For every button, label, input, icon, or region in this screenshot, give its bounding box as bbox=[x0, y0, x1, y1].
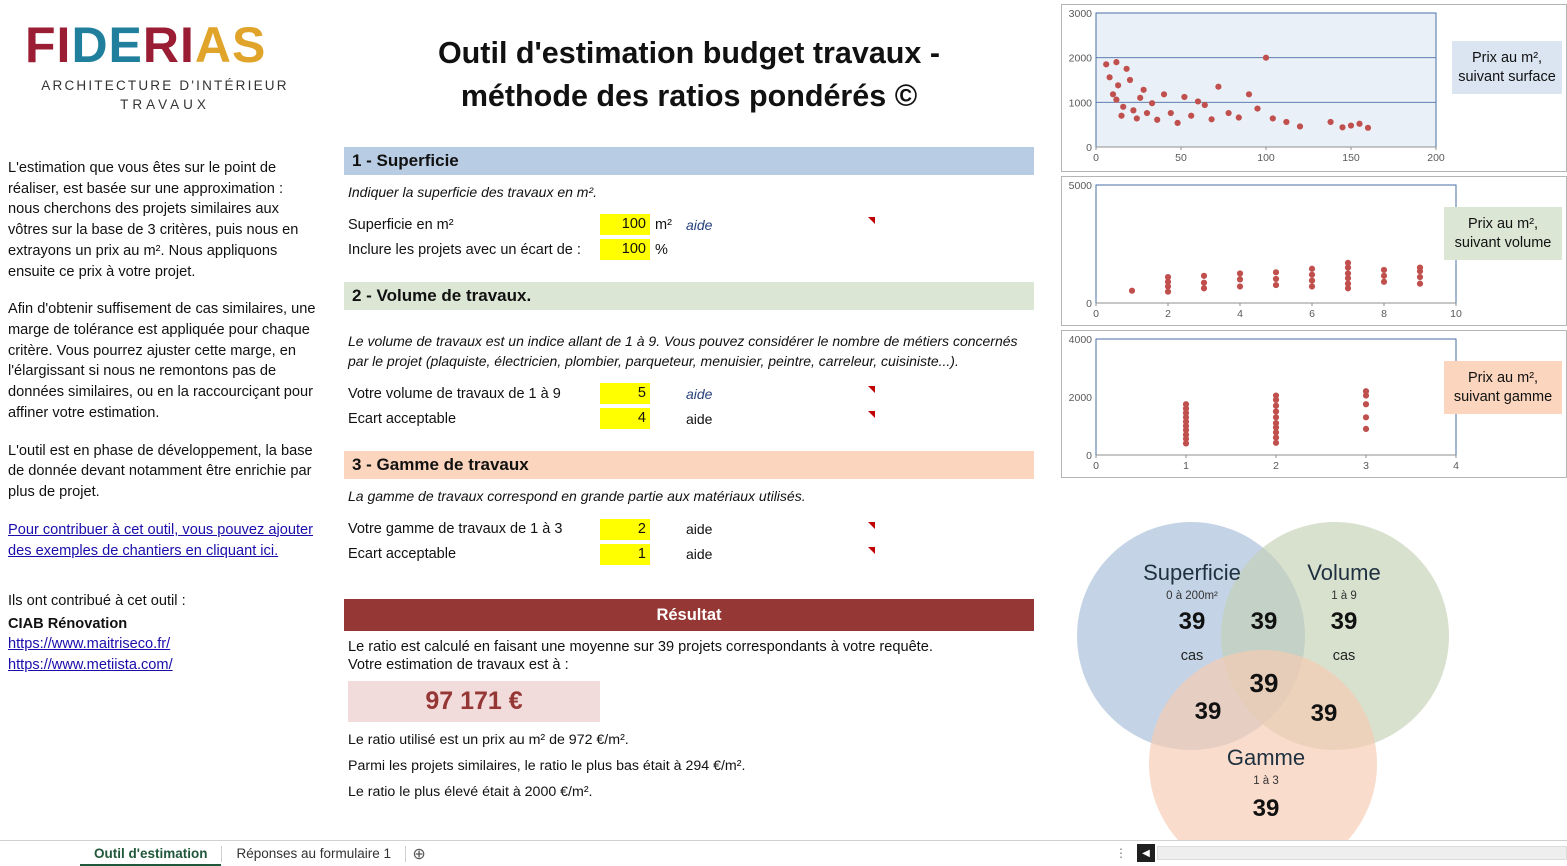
svg-text:3: 3 bbox=[1363, 460, 1369, 472]
sheet-tab-reponses-formulaire[interactable]: Réponses au formulaire 1 bbox=[236, 845, 392, 861]
venn-superficie-count: 39 bbox=[1178, 608, 1206, 635]
volume-ecart-aide-link[interactable]: aide bbox=[686, 410, 713, 427]
venn-gamme-range: 1 à 3 bbox=[1253, 775, 1279, 787]
logo-part-2: DE bbox=[71, 17, 143, 73]
result-header: Résultat bbox=[344, 599, 1034, 631]
chart-volume bbox=[1061, 176, 1567, 326]
volume-ecart-label: Ecart acceptable bbox=[348, 410, 457, 427]
logo-part-3: RI bbox=[142, 17, 195, 73]
result-line-2: Votre estimation de travaux est à : bbox=[348, 656, 569, 673]
comment-marker-icon bbox=[868, 411, 875, 418]
chart-surface-legend-line-2: suivant surface bbox=[1458, 68, 1556, 85]
volume-input[interactable]: 5 bbox=[600, 383, 650, 404]
gamme-row bbox=[344, 519, 1044, 540]
svg-text:0: 0 bbox=[1093, 460, 1099, 472]
add-sheet-icon[interactable]: ⊕ bbox=[412, 845, 426, 863]
venn-volume-range: 1 à 9 bbox=[1331, 590, 1357, 602]
svg-text:5000: 5000 bbox=[1068, 180, 1092, 192]
logo-part-1: FI bbox=[25, 17, 72, 73]
section-2-heading: 2 - Volume de travaux. bbox=[344, 282, 1034, 310]
superficie-unit: m² bbox=[655, 216, 672, 233]
chart-gamme-legend-line-2: suivant gamme bbox=[1453, 388, 1553, 405]
chart-surface-legend bbox=[1452, 41, 1562, 94]
page-title-line-1: Outil d'estimation budget travaux - bbox=[437, 36, 941, 70]
main-form-column bbox=[344, 0, 1044, 800]
section-3-note: La gamme de travaux correspond en grande partie aux matériaux utilisés. bbox=[348, 488, 806, 505]
svg-text:0: 0 bbox=[1086, 298, 1092, 310]
gamme-ecart-aide-link[interactable]: aide bbox=[686, 546, 713, 563]
venn-intersection-center: 39 bbox=[1249, 668, 1279, 698]
comment-marker-icon bbox=[868, 547, 875, 554]
comment-marker-icon bbox=[868, 217, 875, 224]
overflow-dots-icon[interactable]: ⋮ bbox=[1115, 846, 1129, 860]
venn-volume-title: Volume bbox=[1307, 560, 1381, 585]
svg-text:2000: 2000 bbox=[1068, 52, 1092, 65]
svg-text:2: 2 bbox=[1165, 308, 1171, 320]
chart-volume-legend-line-2: suivant volume bbox=[1454, 234, 1552, 251]
svg-text:1000: 1000 bbox=[1068, 97, 1092, 110]
contributors-block bbox=[8, 591, 318, 676]
svg-text:150: 150 bbox=[1342, 152, 1360, 164]
gamme-ecart-label: Ecart acceptable bbox=[348, 546, 457, 563]
venn-superficie-range: 0 à 200m² bbox=[1166, 590, 1218, 602]
svg-text:200: 200 bbox=[1427, 152, 1445, 164]
volume-row bbox=[344, 383, 1044, 404]
section-1-heading: 1 - Superficie bbox=[344, 147, 1034, 175]
section-3-heading: 3 - Gamme de travaux bbox=[344, 451, 1034, 479]
gamme-ecart-row bbox=[344, 544, 1044, 565]
contributor-name: CIAB Rénovation bbox=[8, 615, 128, 632]
logo-subtitle-2: TRAVAUX bbox=[120, 97, 210, 112]
intro-paragraph-3: L'outil est en phase de développement, la base de donnée devant notamment être enrichie par plus de projet. bbox=[8, 442, 313, 501]
page-title bbox=[344, 32, 1034, 119]
volume-label: Votre volume de travaux de 1 à 9 bbox=[348, 385, 561, 402]
page-title-line-2: méthode des ratios pondérés © bbox=[460, 79, 918, 114]
svg-text:1: 1 bbox=[1183, 460, 1189, 472]
chart-gamme-legend bbox=[1444, 361, 1562, 414]
contributor-link-2[interactable]: https://www.metiista.com/ bbox=[8, 657, 173, 674]
svg-text:3000: 3000 bbox=[1068, 8, 1092, 20]
contributor-link-1[interactable]: https://www.maitriseco.fr/ bbox=[8, 636, 171, 653]
superficie-ecart-row bbox=[344, 239, 1044, 260]
contribute-link[interactable] bbox=[8, 520, 318, 561]
venn-gamme-count: 39 bbox=[1252, 795, 1280, 822]
venn-superficie-cas: cas bbox=[1180, 648, 1204, 664]
svg-text:100: 100 bbox=[1257, 152, 1275, 164]
svg-text:6: 6 bbox=[1309, 308, 1315, 320]
gamme-aide-link[interactable]: aide bbox=[686, 521, 713, 538]
superficie-ecart-unit: % bbox=[655, 241, 668, 258]
result-line-3: Le ratio utilisé est un prix au m² de 972 €/m². bbox=[348, 731, 629, 748]
gamme-ecart-input[interactable]: 1 bbox=[600, 544, 650, 565]
result-line-1: Le ratio est calculé en faisant une moyenne sur 39 projets correspondants à votre requête. bbox=[348, 638, 933, 655]
volume-aide-link[interactable]: aide bbox=[686, 385, 713, 402]
chart-gamme-legend-line-1: Prix au m², bbox=[1467, 370, 1539, 386]
section-1-note: Indiquer la superficie des travaux en m². bbox=[348, 183, 598, 200]
svg-text:10: 10 bbox=[1450, 308, 1462, 320]
svg-text:2000: 2000 bbox=[1068, 392, 1092, 404]
superficie-ecart-label: Inclure les projets avec un écart de : bbox=[348, 241, 581, 258]
result-line-5: Le ratio le plus élevé était à 2000 €/m². bbox=[348, 783, 593, 800]
result-amount: 97 171 € bbox=[348, 681, 600, 722]
superficie-row bbox=[344, 214, 1044, 235]
venn-intersection-volume-gamme: 39 bbox=[1310, 700, 1338, 727]
chart-surface-legend-line-1: Prix au m², bbox=[1471, 50, 1543, 66]
superficie-label: Superficie en m² bbox=[348, 216, 454, 233]
sheet-tab-outil-destimation[interactable]: Outil d'estimation bbox=[80, 841, 221, 866]
superficie-ecart-input[interactable]: 100 bbox=[600, 239, 650, 260]
scroll-left-icon[interactable]: ◀ bbox=[1137, 844, 1155, 862]
intro-text bbox=[8, 158, 318, 561]
svg-text:4000: 4000 bbox=[1068, 334, 1092, 346]
superficie-aide-link[interactable]: aide bbox=[686, 216, 713, 233]
comment-marker-icon bbox=[868, 386, 875, 393]
venn-volume-cas: cas bbox=[1332, 648, 1356, 664]
svg-text:0: 0 bbox=[1093, 308, 1099, 320]
svg-text:0: 0 bbox=[1086, 142, 1092, 154]
intro-paragraph-1: L'estimation que vous êtes sur le point de réaliser, est basée sur une approximation : nous cherchons des projets similaires aux vôtres sur la base de 3 critères, puis nous en extrayons un prix au m². Nous appliquons ensuite ce prix à votre projet. bbox=[8, 160, 299, 280]
venn-superficie-title: Superficie bbox=[1143, 560, 1241, 585]
volume-ecart-row bbox=[344, 408, 1044, 429]
svg-text:50: 50 bbox=[1175, 152, 1187, 164]
logo-wordmark bbox=[25, 17, 305, 73]
comment-marker-icon bbox=[868, 522, 875, 529]
chart-gamme bbox=[1061, 330, 1567, 478]
svg-text:0: 0 bbox=[1086, 450, 1092, 462]
svg-text:0: 0 bbox=[1093, 152, 1099, 164]
svg-text:2: 2 bbox=[1273, 460, 1279, 472]
logo-part-4: AS bbox=[194, 17, 267, 73]
volume-ecart-input[interactable]: 4 bbox=[600, 408, 650, 429]
venn-diagram bbox=[1061, 500, 1567, 840]
venn-intersection-superficie-gamme: 39 bbox=[1194, 698, 1222, 725]
sheet-bar-right bbox=[1107, 840, 1567, 866]
svg-text:8: 8 bbox=[1381, 308, 1387, 320]
logo-subtitle-1: ARCHITECTURE D'INTÉRIEUR bbox=[41, 78, 289, 93]
company-logo bbox=[25, 17, 305, 112]
result-line-4: Parmi les projets similaires, le ratio le plus bas était à 294 €/m². bbox=[348, 757, 746, 774]
contributors-title: Ils ont contribué à cet outil : bbox=[8, 593, 186, 609]
venn-intersection-superficie-volume: 39 bbox=[1250, 608, 1278, 635]
horizontal-scrollbar[interactable] bbox=[1157, 846, 1567, 860]
chart-volume-legend bbox=[1444, 207, 1562, 260]
chart-surface bbox=[1061, 4, 1567, 172]
charts-column bbox=[1061, 4, 1567, 482]
contribute-link-line-2[interactable]: des exemples de chantiers en cliquant ici. bbox=[8, 542, 279, 559]
chart-volume-legend-line-1: Prix au m², bbox=[1467, 216, 1539, 232]
contribute-link-line-1[interactable]: Pour contribuer à cet outil, vous pouvez ajouter bbox=[8, 521, 314, 538]
section-2-note: Le volume de travaux est un indice allant de 1 à 9. Vous pouvez considérer le nombre de métiers concernés par le projet (plaquiste, électricien, plombier, parqueteur, menuisier, peintre, carreleur, cuisiniste...). bbox=[348, 333, 1018, 369]
superficie-input[interactable]: 100 bbox=[600, 214, 650, 235]
gamme-input[interactable]: 2 bbox=[600, 519, 650, 540]
left-info-panel bbox=[0, 0, 330, 840]
svg-text:4: 4 bbox=[1453, 460, 1459, 472]
gamme-label: Votre gamme de travaux de 1 à 3 bbox=[348, 521, 563, 538]
venn-volume-count: 39 bbox=[1330, 608, 1358, 635]
intro-paragraph-2: Afin d'obtenir suffisement de cas similaires, une marge de tolérance est appliquée pour chaque critère. Vous pourrez ajuster cette marge, en l'élargissant si nous ne remontons pas de données similaires, ou en la raccourciçant pour affiner votre estimation. bbox=[8, 301, 316, 421]
svg-text:4: 4 bbox=[1237, 308, 1243, 320]
venn-gamme-title: Gamme bbox=[1226, 745, 1306, 770]
